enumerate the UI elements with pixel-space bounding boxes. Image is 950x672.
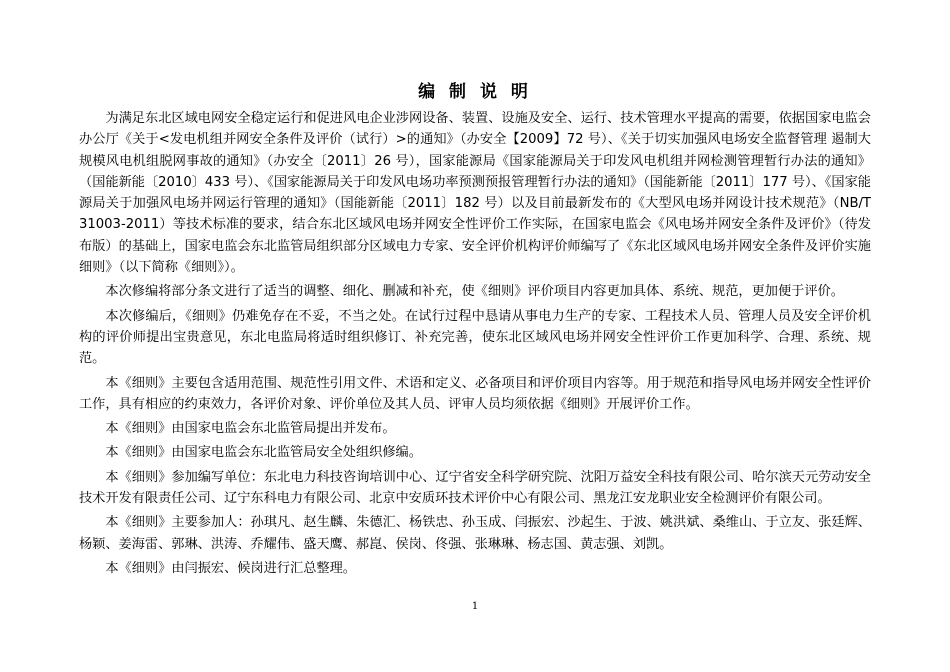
paragraph-revision-scope: 本次修编将部分条文进行了适当的调整、细化、删减和补充，使《细则》评价项目内容更加具体、系统、规范，更加便于评价。 [105,284,844,300]
page-number: 1 [471,601,479,612]
document-page [79,80,871,582]
paragraph-compilers: 本《细则》由闫振宏、候岗进行汇总整理。 [105,560,356,576]
paragraph-background: 为满足东北区域电网安全稳定运行和促进风电企业涉网设备、装置、设施及安全、运行、技术管理水平提高的需要，依据国家电监会办公厅《关于<发电机组并网安全条件及评价（试行）>的通知》（办安全【2009】72 号）、《关于切实加强风电场安全监督管理 遏制大规模风电机组脱网事故的通知》（办安全〔2011〕26 号），国家能源局《国家能源局关于印发风电机组并网检测管理暂行办法的通知》（国能新能〔2010〕433 号）、《国家能源局关于印发风电场功率预测预报管理暂行办法的通知》（国能新能〔2011〕177 号）、《国家能源局关于加强风电场并网运行管理的通知》（国能新能〔2011〕182 号）以及目前最新发布的《大型风电场并网设计技术规范》（NB/T 31003-2011）等技术标准的要求，结合东北区域风电场并网安全性评价工作实际，在国家电监会《风电场并网安全条件及评价》（待发布版）的基础上，国家电监会东北监管局组织部分区域电力专家、安全评价机构评价师编写了《东北区域风电场并网安全条件及评价实施细则》（以下简称《细则》）。 [79,111,871,276]
page-title: 编 制 说 明 [418,82,532,102]
paragraph-organizer: 本《细则》由国家电监会东北监管局安全处组织修编。 [105,445,422,461]
paragraph-feedback-request: 本次修编后，《细则》仍难免存在不妥，不当之处。在试行过程中恳请从事电力生产的专家、工程技术人员、管理人员及安全评价机构的评价师提出宝贵意见，东北电监局将适时组织修订、补充完善，使东北区域风电场并网安全性评价工作更加科学、合理、系统、规范。 [79,308,871,367]
paragraph-contents: 本《细则》主要包含适用范围、规范性引用文件、术语和定义、必备项目和评价项目内容等。用于规范和指导风电场并网安全性评价工作，具有相应的约束效力，各评价对象、评价单位及其人员、评审人员均须依据《细则》开展评价工作。 [79,375,871,412]
paragraph-participating-units: 本《细则》参加编写单位：东北电力科技咨询培训中心、辽宁省安全科学研究院、沈阳万益安全科技有限公司、哈尔滨天元劳动安全技术开发有限责任公司、辽宁东科电力有限公司、北京中安质环技术评价中心有限公司、黑龙江安龙职业安全检测评价有限公司。 [79,469,871,507]
paragraph-participants: 本《细则》主要参加人：孙琪凡、赵生麟、朱德汇、杨铁忠、孙玉成、闫振宏、沙起生、于波、姚洪斌、桑维山、于立友、张廷辉、杨颖、姜海雷、郭琳、洪涛、乔耀伟、盛天鹰、郝崑、侯岗、佟强、张琳琳、杨志国、黄志强、刘凯。 [79,515,871,552]
paragraph-issuer: 本《细则》由国家电监会东北监管局提出并发布。 [105,421,396,437]
